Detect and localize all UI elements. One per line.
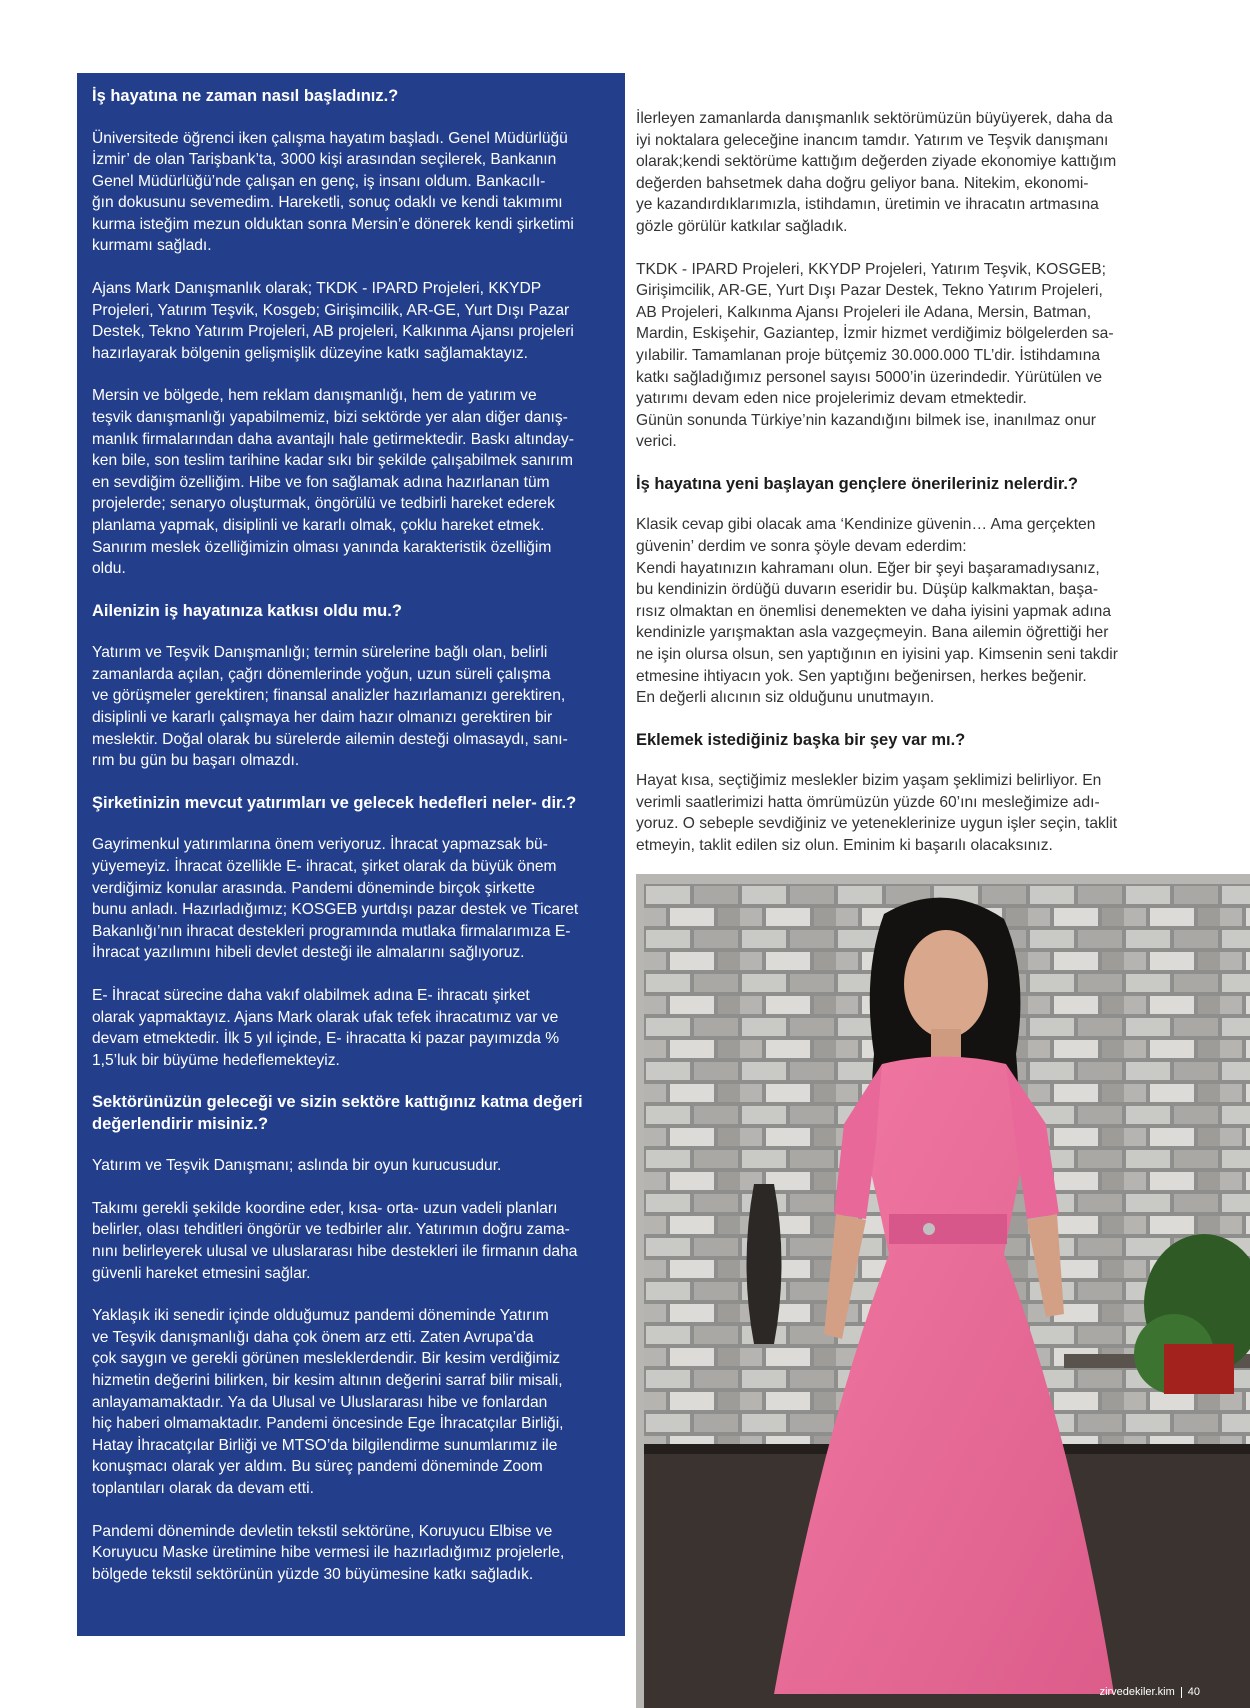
question-heading: Eklemek istediğiniz başka bir şey var mı.? [636,730,966,749]
answer-paragraph: Klasik cevap gibi olacak ama ‘Kendinize güvenin… Ama gerçekten güvenin’ derdim ve sonra şöyle devam ederdim: Kendi hayatınızın kahramanı olun. Eğer bir şeyi başaramadıysanız, bu kendinizin ördüğü duvarın eseridir bu. Düşüp kalkmaktan, başa- rısız olmaktan en önemlisi denemekten ve daha iyisini yapmak adına kendinizle yarışmaktan asla vazgeçmeyin. Bana ailemin öğrettiği her ne işin olursa olsun, sen yaptığının en iyisini yap. Kimsenin seni takdir etmesine ihtiyacın yok. Sen yaptığını beğenirsen, herkes beğenir. En değerli alıcının siz olduğunu unutmayın. [636,516,1118,707]
answer-paragraph: E- İhracat sürecine daha vakıf olabilmek adına E- ihracatı şirket olarak yapmaktayız. Ajans Mark olarak ufak tefek ihracatımız var ve devam etmektedir. İlk 5 yıl içinde, E- ihracatta ki pazar payımızda % 1,5’luk bir büyüme hedeflemekteyiz. [92,986,560,1069]
answer-paragraph: Mersin ve bölgede, hem reklam danışmanlığı, hem de yatırım ve teşvik danışmanlığı yapabilmemiz, bizi sektörde yer alan diğer danış- manlık firmalarından daha avantajlı hale getirmektedir. Baskı altınday- ken bile, son teslim tarihine kadar sıkı bir şekilde çalışabilmek sanırım en sevdiğim özelliğim. Hibe ve fon sağlamak adına hazırlanan tüm projelerde; senaryo oluşturmak, öngörülü ve tedbirli hareket ederek planlama yapmak, disiplinli ve kararlı olmak, çoklu hareket etmek. Sanırım meslek özelliğimizin olması yanında karakteristik özelliğim oldu. [92,387,574,578]
answer-paragraph: Üniversitede öğrenci iken çalışma hayatım başladı. Genel Müdürlüğü İzmir’ de olan Tarişbank’ta, 3000 kişi arasından seçilerek, Bankanın Genel Müdürlüğü’nde çalışan en genç, iş insanı oldum. Bankacılı- ğın dokusunu sevemedim. Hareketli, sonuç odaklı ve kendi takımımı kurma isteğim mezun olduktan sonra Mersin’e dönerek kendi şirketimi kurmamı sağladı. [92,129,574,255]
answer-paragraph: Gayrimenkul yatırımlarına önem veriyoruz. İhracat yapmazsak bü- yüyemeyiz. İhracat özellikle E- ihracat, şirket olarak da büyük önem verdiğimiz konular arasında. Pandemi döneminde birçok şirkette bunu anladı. Hazırladığımız; KOSGEB yurtdışı pazar destek ve Ticaret Bakanlığı’nın ihracat destekleri programında mutlaka firmalarımıza E- İhracat yazılımını hibeli devlet desteği ile almalarını sağlıyoruz. [92,836,579,962]
answer-paragraph: Yatırım ve Teşvik Danışmanı; aslında bir oyun kurucusudur. [92,1157,502,1175]
page-number: 40 [1187,1686,1200,1698]
answer-paragraph: Pandemi döneminde devletin tekstil sektörüne, Koruyucu Elbise ve Koruyucu Maske üretimine hibe vermesi ile hazırladığımız projelerle, bölgede tekstil sektörünün yüzde 30 büyümesine katkı sağladık. [92,1522,565,1583]
page-footer [1100,1686,1200,1698]
portrait-illustration [644,884,1250,1708]
answer-paragraph: Yatırım ve Teşvik Danışmanlığı; termin sürelerine bağlı olan, belirli zamanlarda açılan, çağrı dönemlerinde yoğun, uzun süreli çalışma ve görüşmeler gerektiren; finansal analizler hazırlamanızı gerektiren, disiplinli ve kararlı çalışmaya her daim hazır olmanızı gerektiren bir meslektir. Doğal olarak bu sürelerde ailemin desteği olmasaydı, sanı- rım bu gün bu başarı olmazdı. [92,644,568,770]
footer-separator [1181,1687,1182,1698]
question-heading: İş hayatına yeni başlayan gençlere önerileriniz nelerdir.? [636,474,1079,493]
question-heading: Sektörünüzün geleceği ve sizin sektöre kattığınız katma değeri değerlendirir misiniz.? [92,1093,583,1133]
answer-paragraph: Yaklaşık iki senedir içinde olduğumuz pandemi döneminde Yatırım ve Teşvik danışmanlığı daha çok önem arz etti. Zaten Avrupa’da çok saygın ve gerekli görünen mesleklerdendir. Bir kesim verdiğimiz hizmetin değerini bilirken, bir kesim altının değerini sarraf bilir misali, anlayamamaktadır. Ya da Ulusal ve Uluslararası hibe ve fonlardan hiç haberi olmamaktadır. Pandemi öncesinde Ege İhracatçılar Birliği, Hatay İhracatçılar Birliği ve MTSO’da bilgilendirme sunumlarımız ile konuşmacı olarak yer aldım. Bu süreç pandemi döneminde Zoom toplantıları olarak da devam etti. [92,1307,564,1497]
left-text-panel [77,73,625,1636]
answer-paragraph: İlerleyen zamanlarda danışmanlık sektörümüzün büyüyerek, daha da iyi noktalara geleceğine inancım tamdır. Yatırım ve Teşvik danışmanı olarak;kendi sektörüme kattığım değerden ziyade ekonomiye kattığım değerden bahsetmek daha doğru geliyor bana. Nitekim, ekonomi- ye kazandırdıklarımızla, istihdamın, üretimin ve ihracatın artmasına gözle görülür katkılar sağladık. [636,110,1117,235]
answer-paragraph: TKDK - IPARD Projeleri, KKYDP Projeleri, Yatırım Teşvik, KOSGEB; Girişimcilik, AR-GE, Yurt Dışı Pazar Destek, Tekno Yatırım Projeleri, AB Projeleri, Kalkınma Ajansı Projeleri ile Adana, Mersin, Batman, Mardin, Eskişehir, Gaziantep, İzmir hizmet verdiğimiz bölgelerden sa- yılabilir. Tamamlanan proje bütçemiz 30.000.000 TL’dir. İstihdamına katkı sağladığımız personel sayısı 5000’in üzerindedir. Yürütülen ve yatırımı devam eden nice projelerimiz devam etmektedir. Günün sonunda Türkiye’nin kazandığını bilmek ise, inanılmaz onur verici. [636,260,1114,451]
answer-paragraph: Hayat kısa, seçtiğimiz meslekler bizim yaşam şeklimizi belirliyor. En verimli saatlerimizi hatta ömrümüzün yüzde 60’ını mesleğimize adı- yoruz. O sebeple sevdiğiniz ve yeteneklerinize uygun işler seçin, taklit etmeyin, taklit edilen siz olun. Eminim ki başarılı olacaksınız. [636,772,1118,855]
answer-paragraph: Takımı gerekli şekilde koordine eder, kısa- orta- uzun vadeli planları belirler, olası tehditleri öngörür ve tedbirler alır. Yatırımın doğru zama- nını belirleyerek ulusal ve uluslararası hibe destekleri ile firmanın daha güvenli hareket etmesini sağlar. [92,1199,578,1282]
question-heading: Şirketinizin mevcut yatırımları ve gelecek hedefleri neler- dir.? [92,793,577,812]
portrait-photo [636,874,1250,1708]
question-heading: Ailenizin iş hayatınıza katkısı oldu mu.? [92,601,402,620]
question-heading: İş hayatına ne zaman nasıl başladınız.? [92,87,399,105]
footer-site: zirvedekiler.kim [1099,1686,1175,1698]
answer-paragraph: Ajans Mark Danışmanlık olarak; TKDK - IPARD Projeleri, KKYDP Projeleri, Yatırım Teşvik, Kosgeb; Girişimcilik, AR-GE, Yurt Dışı Pazar Destek, Tekno Yatırım Projeleri, AB projeleri, Kalkınma Ajansı projeleri hazırlayarak bölgenin gelişmişlik düzeyine katkı sağlamaktayız. [92,280,574,362]
right-text-column [636,108,1170,878]
